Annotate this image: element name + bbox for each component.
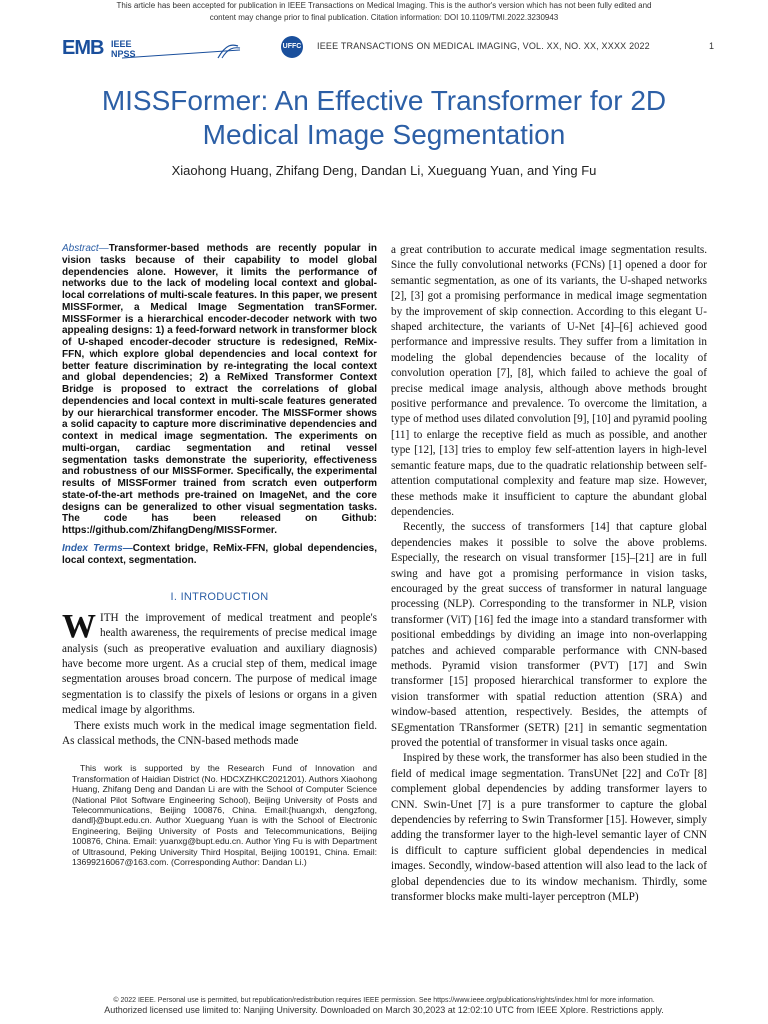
index-terms	[62, 543, 377, 567]
index-terms-text: Context bridge, ReMix-FFN, global dependencies, local context, segmentation.	[62, 542, 377, 566]
page-footer	[0, 996, 768, 1016]
intro-paragraph-2: There exists much work in the medical image segmentation field. As classical methods, the CNN-based methods made	[62, 719, 377, 747]
journal-title: IEEE TRANSACTIONS ON MEDICAL IMAGING, VOL. XX, NO. XX, XXXX 2022	[317, 41, 650, 51]
page-number: 1	[709, 41, 715, 51]
journal-header	[0, 36, 768, 62]
license-line: Authorized licensed use limited to: Nanjing University. Downloaded on March 30,2023 at 12:02:10 UTC from IEEE Xplore. Restrictions apply.	[104, 1005, 664, 1015]
author-list: Xiaohong Huang, Zhifang Deng, Dandan Li, Xueguang Yuan, and Ying Fu	[171, 163, 597, 178]
drop-cap: W	[62, 607, 96, 645]
abstract-text: Transformer-based methods are recently popular in vision tasks because of their capability to model global dependencies alone. However, it limits the performance of networks due to the lack of modeling local context and global-local correlations of multi-scale features. In this paper, we present MISSFormer, a Medical Image Segmentation tranSFormer. MISSFormer is a hierarchical encoder-decoder network with two appealing designs: 1) a feed-forward network in transformer block of U-shaped encoder-decoder structure is redesigned, ReMix-FFN, which explore global dependencies and local context for better feature discrimination by re-integrating the local context and global dependencies; 2) a ReMixed Transformer Context Bridge is proposed to extract the correlations of global dependencies and local context in multi-scale features generated by our hierarchical transformer encoder. The MISSFormer shows a solid capacity to capture more discriminative dependencies and context in medical image segmentation. The experiments on multi-organ, cardiac segmentation and retinal vessel segmentation tasks demonstrate the superiority, effectiveness and robustness of our MISSFormer. Specifically, the experimental results of MISSFormer trained from scratch even outperform state-of-the-art methods pre-trained on ImageNet, and the core designs can be generalized to other visual segmentation tasks. The code has been released on Github: https://github.com/ZhifangDeng/MISSFormer.	[62, 243, 377, 536]
notice-line-2: content may change prior to final publication. Citation information: DOI 10.1109/TMI.2022.3230943	[209, 13, 559, 22]
publication-notice	[0, 0, 768, 24]
signal-processing-society-logo	[122, 44, 242, 60]
npss-logo-text: IEEE NPSS	[111, 39, 136, 59]
title-line-1: MISSFormer: An Effective Transformer for 2D	[101, 85, 667, 116]
uffc-logo: UFFC	[281, 36, 303, 58]
footnote-text: This work is supported by the Research Fund of Innovation and Transformation of Haidian District (No. HDCXZHKC2021201). Authors Xiaohong Huang, Zhifang Deng and Dandan Li are with the School of Computer Science (National Pilot Software Engineering School), Beijing University of Posts and Telecommunications, Beijing 100876, China. Email:{huangxh, dengzfong, dandl}@bupt.edu.cn. Author Xueguang Yuan is with the School of Electronic Engineering, Beijing University of Posts and Telecommunications, Beijing 100876, China. Email: yuanxg@bupt.edu.cn. Author Ying Fu is with Department of Ultrasound, Peking University Third Hospital, Beijing 100191, China. Email: 13699216067@163.com. (Corresponding Author: Dandan Li.)	[72, 763, 377, 868]
introduction-body	[62, 607, 377, 750]
intro-paragraph-1	[62, 607, 377, 719]
left-column	[62, 243, 377, 867]
section-heading-introduction: I. INTRODUCTION	[170, 590, 269, 603]
abstract	[62, 243, 377, 537]
intro-paragraph-1-text: ITH the improvement of medical treatment and people's health awareness, the requirements of precise medical image analysis (such as preoperative evaluation and auxiliary diagnosis) have become more urgent. As a crucial step of them, medical image segmentation arouses broad concern. The purpose of medical image segmentation is to classify the pixels of lesions or organs in a given medical image by algorithms.	[62, 611, 377, 717]
right-paragraph-3: Inspired by these work, the transformer has also been studied in the field of medical image segmentation. TransUNet [22] and CoTr [8] complement global dependencies by adding transformer layers to CNN. Swin-Unet [7] is a pure transformer to capture the global dependencies by referring to Swin Transformer [15]. However, simply adding the transformer layer to the high-level semantic layer of CNN is difficult to capture sufficient global dependencies in medical images. Secondly, window-based attention will also lead to the lack of global dependencies due to its window mechanism. Thirdly, some transformer blocks make multi-layer perceptron (MLP)	[391, 752, 707, 904]
author-footnote	[62, 763, 377, 867]
title-line-2: Medical Image Segmentation	[202, 119, 566, 150]
index-terms-label: Index Terms—	[62, 542, 133, 554]
copyright-line: © 2022 IEEE. Personal use is permitted, but republication/redistribution requires IEEE permission. See https://www.ieee.org/publications/rights/index.html for more information.	[113, 997, 655, 1004]
abstract-label: Abstract—	[62, 243, 109, 254]
right-paragraph-2: Recently, the success of transformers [14] that capture global dependencies makes it possible to solve the above problems. Especially, the research on visual transformer [15]–[21] are in full swing and have got a promising performance in vision tasks, encouraged by the great success of transformer in natural language processing (NLP). Corresponding to the transformer in NLP, vision transformer (ViT) [16] fed the image into a standard transformer with positional embeddings by dividing an image into non-overlapping patches and achieved comparable performance with CNN-based methods. Pyramid vision transformer (PVT) [17] and Swin transformer [15] proposed hierarchical transformer to explore the vision transformer with spatial reduction attention (SRA) and window-based attention, respectively. Besides, the attempts of SEgmentation TRansformer (SETR) [21] in semantic segmentation proved the potential of transformer in visual tasks once again.	[391, 521, 707, 749]
emb-logo: EMB	[62, 37, 104, 59]
paper-title	[40, 84, 728, 152]
notice-line-1: This article has been accepted for publication in IEEE Transactions on Medical Imaging. This is the author's version which has not been fully edited and	[116, 1, 652, 10]
right-paragraph-1: a great contribution to accurate medical image segmentation results. Since the fully convolutional networks (FCNs) [1] opened a door for semantic segmentation, as one of its variants, the U-shaped networks [2], [3] got a promising performance in medical image segmentation by the improvement of skip connection. According to this elegant U-shaped architecture, the variants of U-Net [4]–[6] achieved good performance and impressive results. They suffer from a limitation in modeling the global dependencies because of the locality of convolution operation [7], [8], which failed to achieve the goal of precise medical image analysis, although above methods brought positive performance and prevalence. To overcome the limitation, a type of method uses dilated convolution [9], [10] and pyramid pooling [11] to enlarge the receptive field as much as possible, and another type [12], [13] tries to employ few self-attention layers in high-level semantic feature maps, due to the quadratic relationship between self-attention computational complexity and feature map size. However, these methods make it insufficient to capture the abundant global dependencies.	[391, 244, 707, 518]
right-column	[391, 243, 707, 905]
